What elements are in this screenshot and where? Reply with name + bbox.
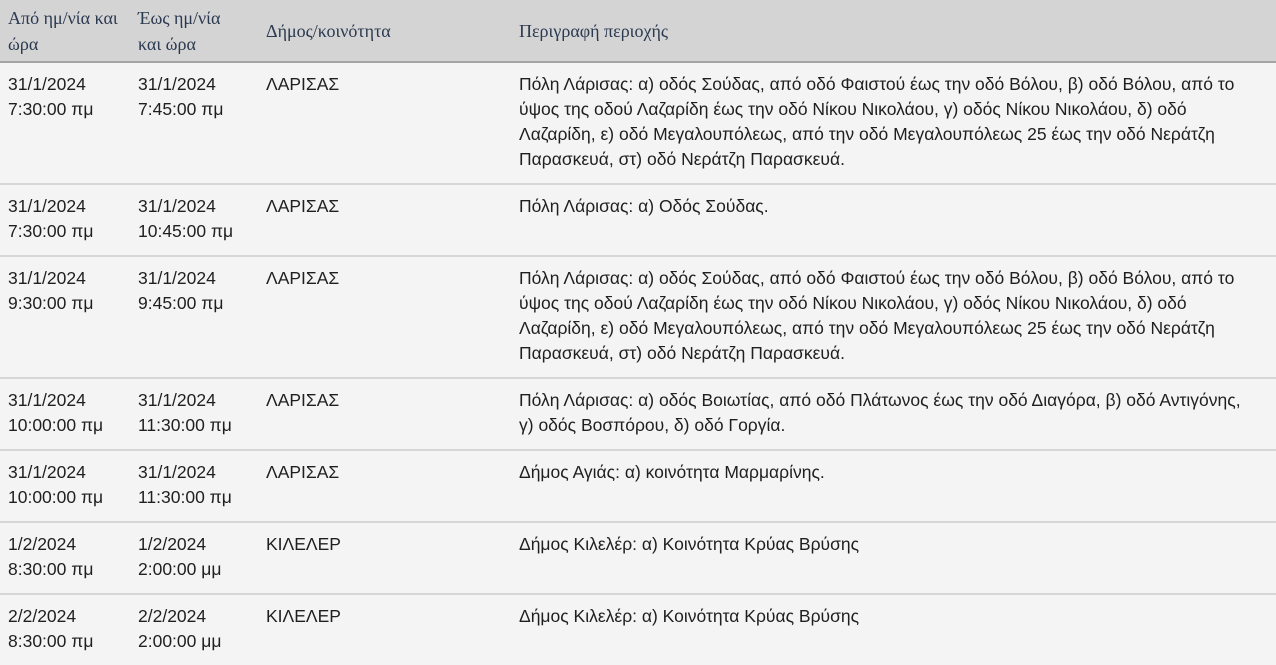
- cell-description: Πόλη Λάρισας: α) οδός Σούδας, από οδό Φαιστού έως την οδό Βόλου, β) οδό Βόλου, από το ύψος της οδού Λαζαρίδη έως την οδό Νίκου Νικολάου, γ) οδός Νίκου Νικολάου, δ) οδό Λαζαρίδη, ε) οδό Μεγαλουπόλεως, από την οδό Μεγαλουπόλεως 25 έως την οδό Νεράτζη Παρασκευά, στ) οδό Νεράτζη Παρασκευά.: [511, 256, 1276, 378]
- from-date: 31/1/2024: [8, 196, 86, 216]
- from-time: 10:00:00 πμ: [8, 415, 104, 435]
- cell-to: [130, 450, 258, 522]
- cell-from: [0, 184, 130, 256]
- cell-description: Πόλη Λάρισας: α) οδός Βοιωτίας, από οδό Πλάτωνος έως την οδό Διαγόρα, β) οδό Αντιγόνης, γ) οδός Βοσπόρου, δ) οδό Γοργία.: [511, 378, 1276, 450]
- header-municipality: Δήμος/κοινότητα: [258, 0, 511, 62]
- table-row: [0, 378, 1276, 450]
- cell-from: [0, 256, 130, 378]
- header-from: Από ημ/νία και ώρα: [0, 0, 130, 62]
- table-row: [0, 256, 1276, 378]
- cell-description: Δήμος Κιλελέρ: α) Κοινότητα Κρύας Βρύσης: [511, 522, 1276, 594]
- table-row: [0, 62, 1276, 184]
- cell-to: [130, 378, 258, 450]
- to-date: 31/1/2024: [138, 462, 216, 482]
- from-time: 10:00:00 πμ: [8, 487, 104, 507]
- to-date: 2/2/2024: [138, 606, 207, 626]
- to-time: 11:30:00 πμ: [138, 487, 232, 507]
- table-row: [0, 522, 1276, 594]
- from-date: 31/1/2024: [8, 268, 86, 288]
- from-date: 31/1/2024: [8, 390, 86, 410]
- to-time: 11:30:00 πμ: [138, 415, 232, 435]
- cell-municipality: ΛΑΡΙΣΑΣ: [258, 378, 511, 450]
- header-to: Έως ημ/νία και ώρα: [130, 0, 258, 62]
- from-date: 2/2/2024: [8, 606, 77, 626]
- header-description: Περιγραφή περιοχής: [511, 0, 1276, 62]
- to-time: 2:00:00 μμ: [138, 559, 222, 579]
- cell-to: [130, 594, 258, 665]
- cell-description: Δήμος Αγιάς: α) κοινότητα Μαρμαρίνης.: [511, 450, 1276, 522]
- cell-municipality: ΚΙΛΕΛΕΡ: [258, 522, 511, 594]
- table-header: [0, 0, 1276, 62]
- to-time: 9:45:00 πμ: [138, 293, 224, 313]
- cell-description: Δήμος Κιλελέρ: α) Κοινότητα Κρύας Βρύσης: [511, 594, 1276, 665]
- table-body: [0, 62, 1276, 665]
- to-time: 7:45:00 πμ: [138, 99, 224, 119]
- cell-from: [0, 450, 130, 522]
- to-date: 31/1/2024: [138, 390, 216, 410]
- cell-from: [0, 62, 130, 184]
- from-time: 8:30:00 πμ: [8, 559, 94, 579]
- table-row: [0, 184, 1276, 256]
- cell-to: [130, 256, 258, 378]
- cell-municipality: ΛΑΡΙΣΑΣ: [266, 74, 340, 94]
- header-row: [0, 0, 1276, 62]
- to-date: 1/2/2024: [138, 534, 207, 554]
- cell-description: Πόλη Λάρισας: α) Οδός Σούδας.: [511, 184, 1276, 256]
- table-row: [0, 594, 1276, 665]
- to-time: 2:00:00 μμ: [138, 631, 222, 651]
- from-time: 7:30:00 πμ: [8, 221, 94, 241]
- from-time: 8:30:00 πμ: [8, 631, 94, 651]
- cell-to: [130, 522, 258, 594]
- from-date: 31/1/2024: [8, 74, 86, 94]
- from-time: 9:30:00 πμ: [8, 293, 94, 313]
- cell-municipality: ΚΙΛΕΛΕΡ: [258, 594, 511, 665]
- table-row: [0, 450, 1276, 522]
- from-date: 31/1/2024: [8, 462, 86, 482]
- to-time: 10:45:00 πμ: [138, 221, 234, 241]
- to-date: 31/1/2024: [138, 74, 216, 94]
- cell-from: [0, 594, 130, 665]
- cell-municipality: ΛΑΡΙΣΑΣ: [258, 256, 511, 378]
- cell-municipality: ΛΑΡΙΣΑΣ: [258, 184, 511, 256]
- cell-to: [130, 184, 258, 256]
- to-date: 31/1/2024: [138, 268, 216, 288]
- to-date: 31/1/2024: [138, 196, 216, 216]
- cell-municipality: ΛΑΡΙΣΑΣ: [258, 450, 511, 522]
- cell-description: Πόλη Λάρισας: α) οδός Σούδας, από οδό Φαιστού έως την οδό Βόλου, β) οδό Βόλου, από το ύψος της οδού Λαζαρίδη έως την οδό Νίκου Νικολάου, γ) οδός Νίκου Νικολάου, δ) οδό Λαζαρίδη, ε) οδό Μεγαλουπόλεως, από την οδό Μεγαλουπόλεως 25 έως την οδό Νεράτζη Παρασκευά, στ) οδό Νεράτζη Παρασκευά.: [519, 74, 1235, 169]
- cell-from: [0, 522, 130, 594]
- cell-to: [130, 62, 258, 184]
- from-time: 7:30:00 πμ: [8, 99, 94, 119]
- cell-from: [0, 378, 130, 450]
- from-date: 1/2/2024: [8, 534, 77, 554]
